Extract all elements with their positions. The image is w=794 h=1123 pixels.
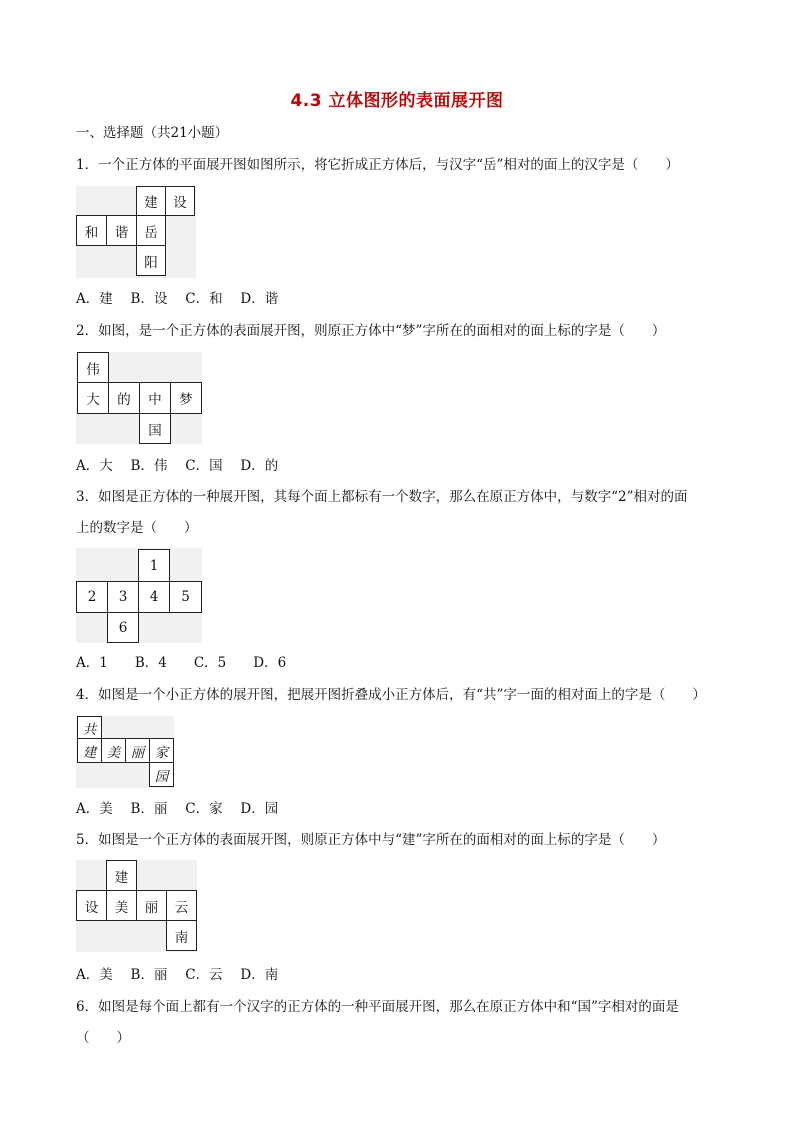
question-4-text: 4．如图是一个小正方体的展开图，把展开图折叠成小正方体后，有“共”字一面的相对面上的字是（ ） (76, 687, 706, 703)
net-4-cell: 园 (149, 762, 174, 787)
net-4-cell: 家 (149, 738, 174, 763)
question-3-text-line1: 3．如图是正方体的一种展开图，其每个面上都标有一个数字，那么在原正方体中，与数字“2”相对的面 (76, 489, 688, 505)
net-2-cell: 大 (77, 382, 109, 414)
net-2-cell: 梦 (170, 382, 202, 414)
question-6-text-line2: （ ） (76, 1030, 130, 1046)
net-1-cell: 谐 (106, 215, 137, 246)
net-3-cell: 1 (138, 549, 170, 582)
net-1-cell: 阳 (136, 245, 166, 276)
question-3-options: A．1 B．4 C．5 D．6 (76, 655, 287, 671)
question-6-text-line1: 6．如图是每个面上都有一个汉字的正方体的一种平面展开图，那么在原正方体中和“国”字相对的面是 (76, 999, 679, 1015)
net-1-cell: 设 (165, 186, 195, 216)
net-4-cell: 美 (101, 738, 126, 763)
net-3-cell: 2 (76, 581, 108, 613)
net-2-cell: 中 (139, 382, 171, 414)
net-1-cell: 建 (136, 186, 166, 216)
net-5-cell: 美 (106, 890, 137, 921)
net-3-cell: 3 (107, 581, 139, 613)
question-4-options: A．美 B．丽 C．家 D．园 (76, 801, 279, 817)
net-4-cell: 共 (77, 716, 102, 739)
question-5-text: 5．如图是一个正方体的表面展开图，则原正方体中与“建”字所在的面相对的面上标的字是（ ） (76, 832, 666, 848)
net-1-cell: 和 (76, 215, 107, 246)
net-2-cell: 国 (139, 413, 171, 444)
question-2-text: 2．如图，是一个正方体的表面展开图，则原正方体中“梦”字所在的面相对的面上标的字是（ ） (76, 323, 666, 339)
question-2-options: A．大 B．伟 C．国 D．的 (76, 458, 279, 474)
net-5-cell: 丽 (136, 890, 167, 921)
net-5-cell: 建 (106, 860, 137, 891)
question-1-text: 1．一个正方体的平面展开图如图所示，将它折成正方体后，与汉字“岳”相对的面上的汉字是（ ） (76, 157, 679, 173)
section-heading: 一、选择题（共21小题） (76, 125, 229, 141)
question-5-options: A．美 B．丽 C．云 D．南 (76, 967, 279, 983)
net-3-cell: 6 (107, 612, 139, 643)
net-4-cell: 建 (77, 738, 102, 763)
net-2-cell: 伟 (77, 352, 109, 383)
net-1-cell: 岳 (136, 215, 166, 246)
page-title: 4.3 立体图形的表面展开图 (290, 91, 504, 111)
net-5-cell: 云 (166, 890, 197, 921)
net-3-cell: 5 (169, 581, 202, 613)
net-5-cell: 南 (166, 920, 197, 951)
net-2-cell: 的 (108, 382, 140, 414)
net-5-cell: 设 (76, 890, 107, 921)
net-4-cell: 丽 (125, 738, 150, 763)
question-3-text-line2: 上的数字是（ ） (76, 520, 198, 536)
net-3-cell: 4 (138, 581, 170, 613)
question-1-options: A．建 B．设 C．和 D．谐 (76, 291, 279, 307)
